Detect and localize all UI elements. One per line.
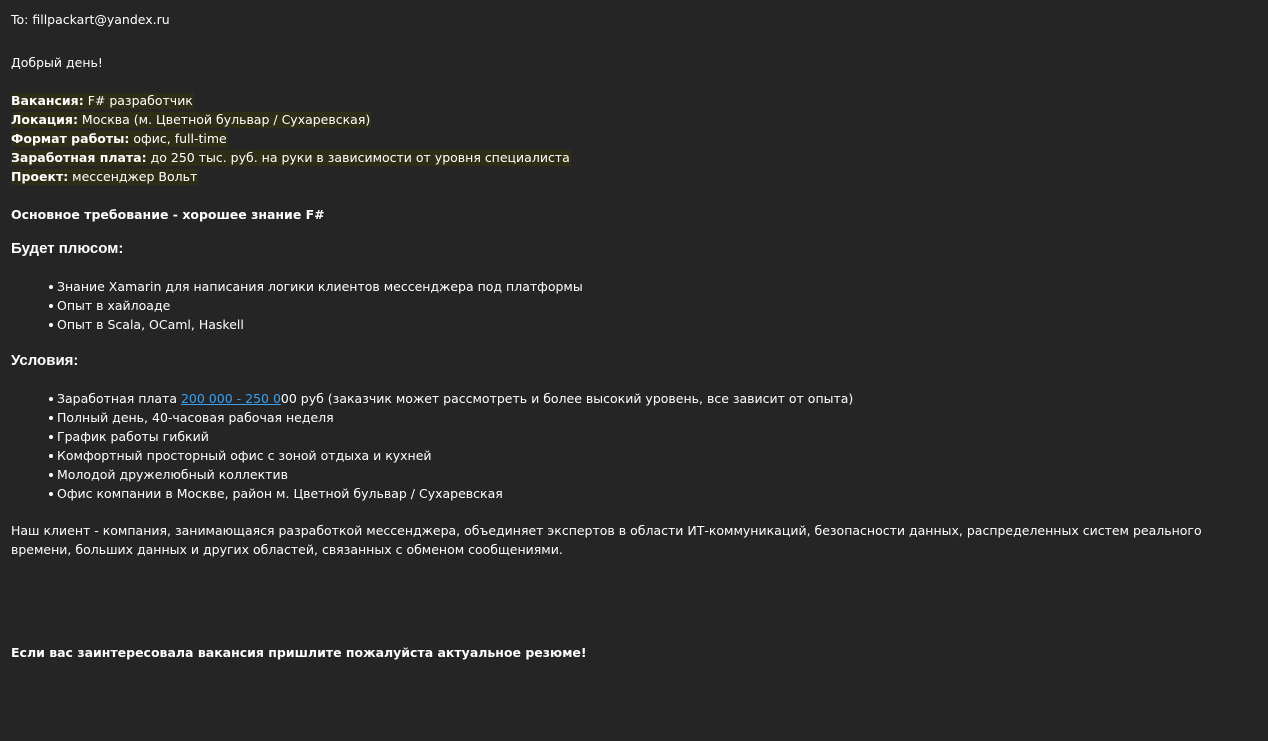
detail-label: Вакансия: <box>11 93 84 108</box>
bullet-icon <box>49 397 53 401</box>
list-item: Опыт в Scala, OCaml, Haskell <box>49 315 244 334</box>
detail-location <box>11 110 371 129</box>
salary-link[interactable]: 200 000 - 250 0 <box>180 391 281 406</box>
list-item: Офис компании в Москве, район м. Цветной бульвар / Сухаревская <box>49 484 503 503</box>
detail-value: офис, full-time <box>129 131 227 146</box>
list-item: Молодой дружелюбный коллектив <box>49 465 288 484</box>
bullet-icon <box>49 492 53 496</box>
list-item: Опыт в хайлоаде <box>49 296 170 315</box>
to-label: To: <box>11 12 29 27</box>
detail-project <box>11 167 198 186</box>
detail-label: Формат работы: <box>11 131 130 146</box>
detail-value: F# разработчик <box>83 93 193 108</box>
detail-value: мессенджер Вольт <box>68 169 198 184</box>
bullet-icon <box>49 454 53 458</box>
detail-work-format <box>11 129 228 148</box>
bullet-icon <box>49 323 53 327</box>
detail-salary <box>11 148 571 167</box>
greeting: Добрый день! <box>11 55 103 70</box>
list-item: Знание Xamarin для написания логики клиентов мессенджера под платформы <box>49 277 583 296</box>
recipient-line <box>11 10 170 29</box>
bullet-icon <box>49 435 53 439</box>
detail-label: Проект: <box>11 169 69 184</box>
bullet-icon <box>49 473 53 477</box>
bullet-icon <box>49 304 53 308</box>
plus-heading: Будет плюсом: <box>11 240 124 257</box>
bullet-icon <box>49 416 53 420</box>
recipient-address[interactable]: fillpackart@yandex.ru <box>32 12 170 27</box>
list-item-salary: Заработная плата 200 000 - 250 000 руб (заказчик может рассмотреть и более высокий уровень, все зависит от опыта) <box>49 389 853 408</box>
detail-vacancy <box>11 91 194 110</box>
list-item: Комфортный просторный офис с зоной отдыха и кухней <box>49 446 432 465</box>
client-description: Наш клиент - компания, занимающаяся разработкой мессенджера, объединяет экспертов в области ИТ-коммуникаций, безопасности данных, распределенных систем реального времени, больших данных и других областей, связанных с обменом сообщениями. <box>11 523 1202 557</box>
closing-call-to-action: Если вас заинтересовала вакансия пришлите пожалуйста актуальное резюме! <box>11 645 587 660</box>
detail-value: Москва (м. Цветной бульвар / Сухаревская) <box>77 112 371 127</box>
list-item: Полный день, 40-часовая рабочая неделя <box>49 408 334 427</box>
detail-value: до 250 тыс. руб. на руки в зависимости от уровня специалиста <box>146 150 570 165</box>
bullet-icon <box>49 285 53 289</box>
list-item: График работы гибкий <box>49 427 209 446</box>
main-requirement: Основное требование - хорошее знание F# <box>11 207 325 222</box>
detail-label: Локация: <box>11 112 78 127</box>
detail-label: Заработная плата: <box>11 150 147 165</box>
conditions-heading: Условия: <box>11 352 79 369</box>
